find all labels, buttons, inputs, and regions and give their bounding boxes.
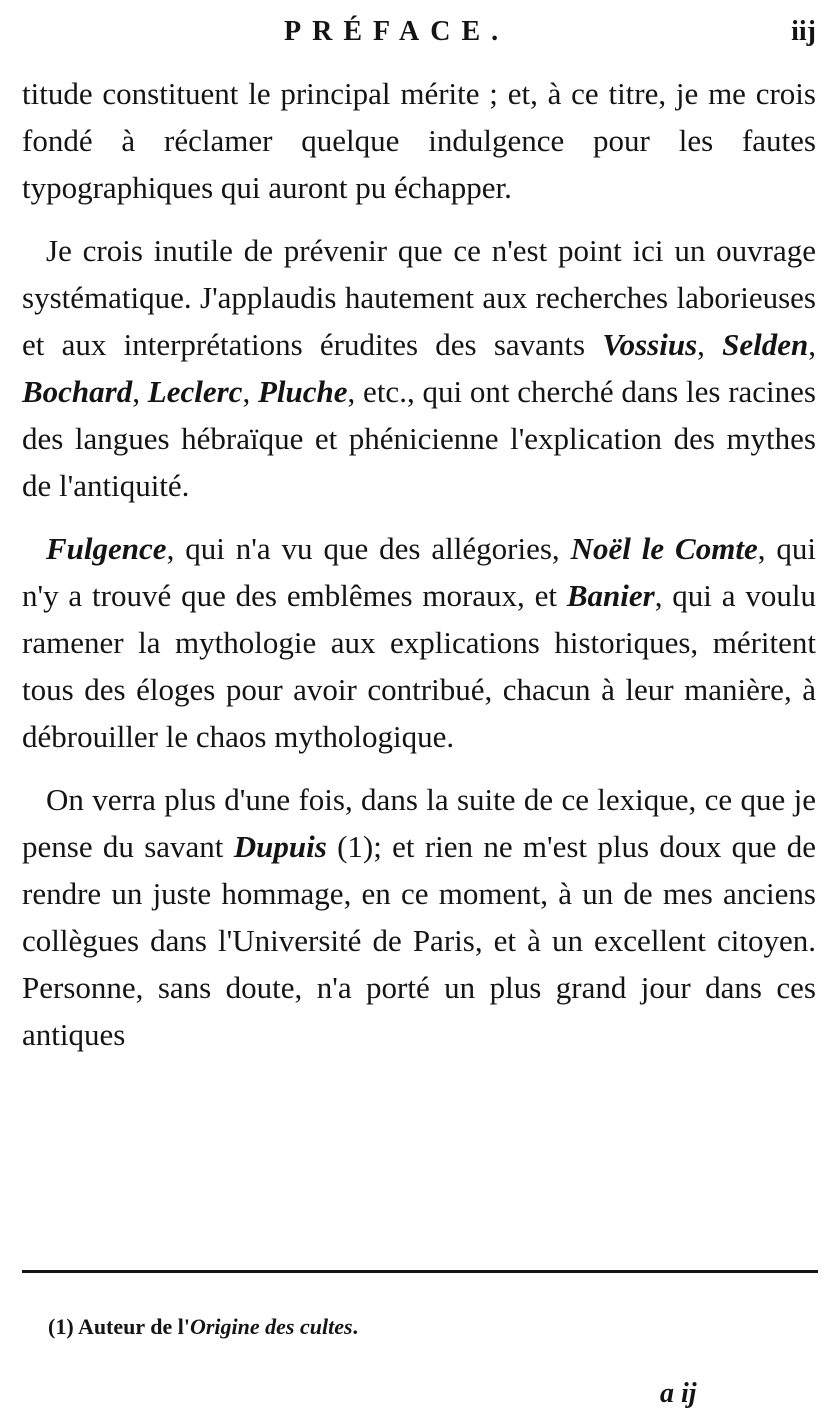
paragraph-3: [22, 525, 816, 760]
paragraph-2-text-b: , etc., qui ont cherché dans les racines des langues hébraïque et phénicienne l'explication des mythes de l'antiquité.: [22, 374, 816, 503]
page-number: iij: [791, 16, 816, 47]
footnote-text-a: (1) Auteur de l': [48, 1314, 190, 1339]
paragraph-4-text-b: (1); et rien ne m'est plus doux que de rendre un juste hommage, en ce moment, à un de mes anciens collègues dans l'Université de Paris, et à un excellent citoyen. Personne, sans doute, n'a porté un plus grand jour dans ces antiques: [22, 829, 816, 1052]
paragraph-3-text-c: , qui a voulu ramener la mythologie aux explications historiques, méritent tous des éloges pour avoir contribué, chacun à leur manière, à débrouiller le chaos mythologique.: [22, 578, 816, 754]
author-fulgence: Fulgence: [46, 531, 167, 566]
signature-mark: a ij: [660, 1378, 697, 1409]
running-head: [0, 14, 836, 58]
author-leclerc: Leclerc: [147, 374, 243, 409]
author-vossius: Vossius: [602, 327, 698, 362]
paragraph-4-text-a: On verra plus d'une fois, dans la suite de ce lexique, ce que je pense du savant: [22, 782, 816, 864]
author-selden: Selden: [722, 327, 809, 362]
separator: ,: [132, 374, 148, 409]
paragraph-3-text-b: , qui n'y a trouvé que des emblêmes moraux, et: [22, 531, 816, 613]
separator: ,: [242, 374, 258, 409]
paragraph-2-text-a: Je crois inutile de prévenir que ce n'est point ici un ouvrage systématique. J'applaudis hautement aux recherches laborieuses et aux interprétations érudites des savants: [22, 233, 816, 362]
footnote-text-b: .: [352, 1314, 359, 1339]
author-bochard: Bochard: [22, 374, 133, 409]
author-noel-le-comte: Noël le Comte: [570, 531, 758, 566]
paragraph-4: [22, 776, 816, 1058]
running-title: PRÉFACE.: [284, 16, 510, 47]
separator: ,: [808, 327, 817, 362]
author-dupuis: Dupuis: [233, 829, 327, 864]
paragraph-3-text-a: , qui n'a vu que des allégories,: [166, 531, 571, 566]
paragraph-2: [22, 227, 816, 509]
author-pluche: Pluche: [257, 374, 348, 409]
footnote-book-title: Origine des cultes: [189, 1314, 353, 1339]
body-text: [22, 70, 816, 1074]
separator: ,: [697, 327, 723, 362]
footnote-rule: [22, 1270, 818, 1273]
author-banier: Banier: [566, 578, 655, 613]
paragraph-1: [22, 70, 816, 211]
footnote: [48, 1314, 358, 1340]
paragraph-1-text: titude constituent le principal mérite ; et, à ce titre, je me crois fondé à réclamer quelque indulgence pour les fautes typographiques qui auront pu échapper.: [22, 76, 816, 205]
